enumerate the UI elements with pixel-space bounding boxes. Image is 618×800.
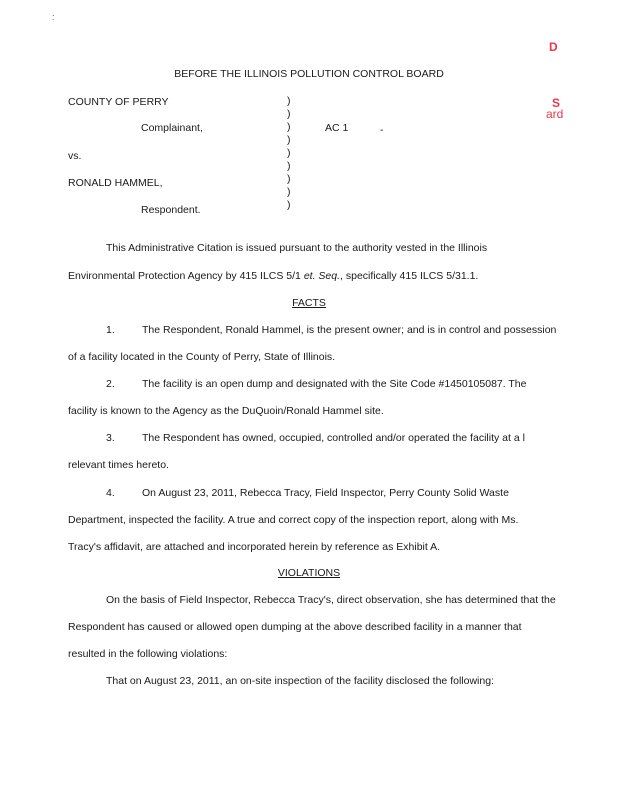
fact-2-number: 2.: [106, 378, 115, 390]
caption-vs: vs.: [68, 150, 82, 162]
violations-line-3: resulted in the following violations:: [68, 648, 228, 660]
fact-4-line-2: Department, inspected the facility. A true and correct copy of the inspection report, along with Ms.: [68, 514, 519, 526]
violations-line-2: Respondent has caused or allowed open dumping at the above described facility in a manner that: [68, 621, 522, 633]
intro-line-2: Environmental Protection Agency by 415 ILCS 5/1 et. Seq., specifically 415 ILCS 5/31.1.: [68, 270, 479, 282]
fact-3-line-1: The Respondent has owned, occupied, controlled and/or operated the facility at a l: [142, 432, 525, 444]
intro-line-1: This Administrative Citation is issued pursuant to the authority vested in the Illinois: [106, 242, 488, 254]
document-heading: BEFORE THE ILLINOIS POLLUTION CONTROL BOARD: [174, 68, 444, 80]
stamp-fragment-bottom: ard: [546, 107, 564, 121]
fact-4-line-1: On August 23, 2011, Rebecca Tracy, Field Inspector, Perry County Solid Waste: [142, 487, 509, 499]
facts-heading: FACTS: [292, 297, 326, 309]
caption-respondent-name: RONALD HAMMEL,: [68, 177, 163, 189]
violations-line-1: On the basis of Field Inspector, Rebecca Tracy's, direct observation, she has determined that the: [106, 594, 556, 606]
violations-heading: VIOLATIONS: [277, 567, 341, 579]
fact-4-number: 4.: [106, 487, 115, 499]
case-number-dash: -: [380, 124, 384, 136]
caption-parentheses: ) ) ) ) ) ) ) ) ): [287, 95, 291, 211]
fact-4-line-3: Tracy's affidavit, are attached and incorporated herein by reference as Exhibit A.: [68, 541, 441, 553]
fact-2-line-1: The facility is an open dump and designated with the Site Code #1450105087. The: [142, 378, 527, 390]
caption-respondent: Respondent.: [141, 204, 201, 216]
violations-line-4: That on August 23, 2011, an on-site inspection of the facility disclosed the following:: [106, 675, 494, 687]
case-number: AC 1: [325, 122, 349, 134]
caption-complainant: Complainant,: [141, 122, 203, 134]
fact-3-number: 3.: [106, 432, 115, 444]
caption-county: COUNTY OF PERRY: [68, 96, 169, 108]
fact-1-line-2: of a facility located in the County of Perry, State of Illinois.: [68, 351, 336, 363]
corner-mark: :: [52, 12, 55, 22]
fact-1-line-1: The Respondent, Ronald Hammel, is the present owner; and is in control and possession: [142, 324, 557, 336]
fact-3-line-2: relevant times hereto.: [68, 459, 169, 471]
stamp-fragment-middle: S: [552, 96, 561, 110]
stamp-fragment-top: D: [549, 40, 558, 54]
fact-1-number: 1.: [106, 324, 115, 336]
fact-2-line-2: facility is known to the Agency as the DuQuoin/Ronald Hammel site.: [68, 405, 384, 417]
